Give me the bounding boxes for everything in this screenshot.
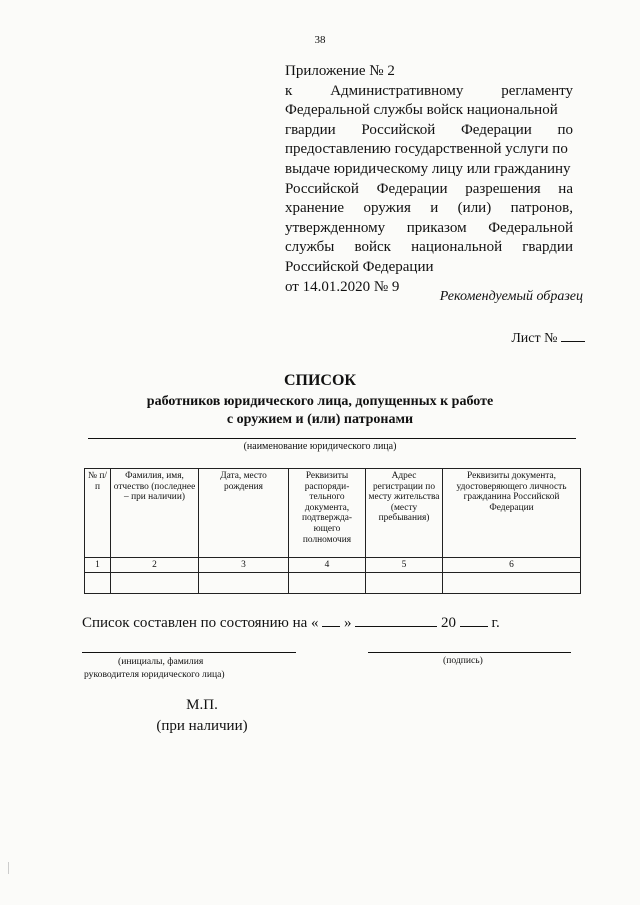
appendix-word: Российской xyxy=(361,121,436,138)
column-number: 6 xyxy=(443,558,581,573)
header-cell-birth: Дата, место рождения xyxy=(199,469,289,558)
appendix-word: по xyxy=(557,121,573,138)
table-cell[interactable] xyxy=(443,573,581,594)
workers-table xyxy=(84,468,581,594)
subtitle-line: работников юридического лица, допущенных к работе xyxy=(146,394,494,409)
appendix-word: службы xyxy=(285,239,335,256)
signature-field[interactable] xyxy=(368,652,571,653)
appendix-line xyxy=(285,82,573,102)
caption-line: руководителя юридического лица) xyxy=(84,669,225,680)
appendix-word: национальной xyxy=(411,239,503,256)
appendix-line: от 14.01.2020 № 9 xyxy=(285,278,400,295)
day-blank[interactable] xyxy=(322,611,340,627)
appendix-line: предоставлению государственной услуги по xyxy=(285,141,568,158)
document-subtitle xyxy=(0,393,640,429)
column-number: 3 xyxy=(199,558,289,573)
header-cell-authority-document: Реквизиты распоряди-тельного документа, подтвержда-ющего полномочия xyxy=(289,469,366,558)
appendix-word: регламенту xyxy=(501,82,573,99)
table-header-row xyxy=(85,469,581,558)
appendix-word: утвержденному xyxy=(285,219,386,236)
stamp-note: (при наличии) xyxy=(156,718,248,734)
appendix-line xyxy=(285,219,573,239)
appendix-line: Приложение № 2 xyxy=(285,63,395,79)
legal-entity-name-field[interactable] xyxy=(88,438,576,439)
month-blank[interactable] xyxy=(355,611,437,627)
appendix-line xyxy=(285,180,573,200)
table-cell[interactable] xyxy=(199,573,289,594)
appendix-word: и xyxy=(430,200,439,217)
sheet-number xyxy=(511,327,585,347)
appendix-word: на xyxy=(558,180,573,197)
subtitle-line: с оружием и (или) патронами xyxy=(226,412,414,427)
column-number: 2 xyxy=(111,558,199,573)
appendix-word: оружия xyxy=(363,200,411,217)
appendix-header xyxy=(285,62,573,297)
appendix-word: приказом xyxy=(406,219,467,236)
as-of-date-line xyxy=(82,611,500,632)
column-number: 1 xyxy=(85,558,111,573)
appendix-line: Российской Федерации xyxy=(285,258,434,275)
appendix-word: Российской xyxy=(285,180,359,197)
appendix-word: Федерации xyxy=(460,121,532,138)
appendix-line: выдаче юридическому лицу или гражданину xyxy=(285,160,571,177)
quote-close: » xyxy=(344,615,352,631)
column-number: 5 xyxy=(366,558,443,573)
appendix-word: к xyxy=(285,82,293,99)
appendix-word: Федеральной xyxy=(488,219,573,236)
column-number: 4 xyxy=(289,558,366,573)
appendix-word: разрешения xyxy=(465,180,541,197)
table-cell[interactable] xyxy=(111,573,199,594)
legal-entity-name-caption: (наименование юридического лица) xyxy=(243,441,397,452)
appendix-word: патронов, xyxy=(510,200,573,217)
appendix-word: (или) xyxy=(457,200,492,217)
table-cell[interactable] xyxy=(289,573,366,594)
as-of-text: Список составлен по состоянию на « xyxy=(82,615,319,631)
stamp-place xyxy=(152,695,252,737)
appendix-word: хранение xyxy=(285,200,345,217)
year-prefix: 20 xyxy=(441,615,457,631)
appendix-line xyxy=(285,121,573,141)
table-row xyxy=(85,573,581,594)
year-blank[interactable] xyxy=(460,611,488,627)
header-cell-number: № п/п xyxy=(85,469,111,558)
appendix-word: Административному xyxy=(330,82,464,99)
head-name-caption xyxy=(84,655,225,681)
appendix-line xyxy=(285,238,573,258)
caption-line: (инициалы, фамилия xyxy=(118,656,204,667)
header-cell-address: Адрес регистрации по месту жительства (месту пребывания) xyxy=(366,469,443,558)
appendix-word: гвардии xyxy=(522,239,573,256)
stamp-label: М.П. xyxy=(186,697,218,713)
table-cell[interactable] xyxy=(85,573,111,594)
appendix-word: войск xyxy=(354,239,391,256)
sheet-label: Лист № xyxy=(511,331,558,346)
recommended-sample-label: Рекомендуемый образец xyxy=(439,289,583,304)
appendix-line xyxy=(285,199,573,219)
sheet-number-blank[interactable] xyxy=(561,327,585,342)
header-cell-identity-document: Реквизиты документа, удостоверяющего личность гражданина Российской Федерации xyxy=(443,469,581,558)
page-number: 38 xyxy=(314,34,326,46)
signature-caption: (подпись) xyxy=(443,655,483,666)
table-cell[interactable] xyxy=(366,573,443,594)
appendix-word: Федерации xyxy=(376,180,448,197)
appendix-line: Федеральной службы войск национальной xyxy=(285,102,558,119)
header-cell-full-name: Фамилия, имя, отчество (последнее – при наличии) xyxy=(111,469,199,558)
appendix-word: гвардии xyxy=(285,121,336,138)
year-suffix: г. xyxy=(491,615,500,631)
document-title: СПИСОК xyxy=(283,372,357,389)
scan-edge-mark xyxy=(8,862,9,874)
head-name-field[interactable] xyxy=(82,652,296,653)
table-column-number-row xyxy=(85,558,581,573)
